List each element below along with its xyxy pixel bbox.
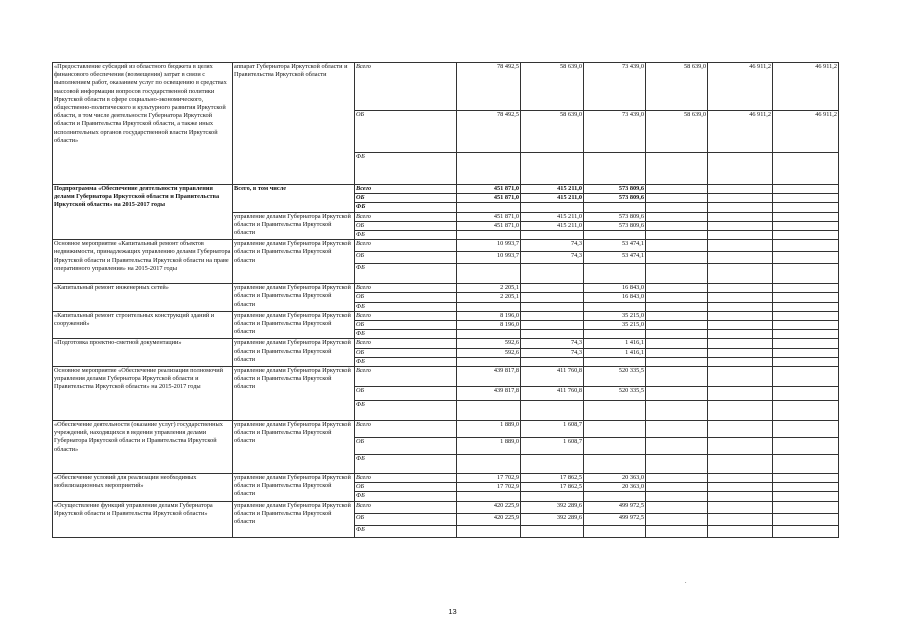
value-cell [646, 311, 708, 320]
value-cell [708, 252, 773, 264]
value-cell: 46 911,2 [773, 111, 839, 153]
value-cell: 46 911,2 [708, 111, 773, 153]
value-cell [646, 401, 708, 421]
value-cell [521, 357, 584, 366]
event-name-cell: «Обеспечение условий для реализации необходимых мобилизационных мероприятий» [53, 474, 233, 502]
value-cell: 73 439,0 [584, 111, 646, 153]
value-cell: 1 889,0 [457, 438, 521, 455]
budget-table [52, 62, 839, 538]
executor-cell: управление делами Губернатора Иркутской области и Правительства Иркутской области [233, 421, 355, 474]
value-cell: 573 809,6 [584, 221, 646, 230]
value-cell: 74,3 [521, 348, 584, 357]
source-cell: Всего [355, 501, 457, 513]
value-cell [773, 455, 839, 474]
value-cell [457, 330, 521, 339]
value-cell: 58 639,0 [646, 63, 708, 111]
value-cell [773, 194, 839, 203]
value-cell: 1 608,7 [521, 421, 584, 438]
value-cell: 2 205,1 [457, 284, 521, 293]
stray-mark: . [685, 579, 687, 585]
source-cell: ФБ [355, 231, 457, 240]
value-cell [646, 387, 708, 401]
value-cell [646, 212, 708, 221]
value-cell [708, 231, 773, 240]
executor-cell: управление делами Губернатора Иркутской области и Правительства Иркутской области [233, 501, 355, 537]
value-cell [646, 492, 708, 501]
source-cell: ОБ [355, 387, 457, 401]
value-cell [646, 264, 708, 284]
value-cell: 592,6 [457, 339, 521, 348]
value-cell [584, 401, 646, 421]
value-cell: 439 817,8 [457, 387, 521, 401]
table-row [53, 339, 839, 348]
value-cell [646, 293, 708, 302]
source-cell: ФБ [355, 492, 457, 501]
value-cell: 2 205,1 [457, 293, 521, 302]
value-cell [773, 401, 839, 421]
value-cell: 8 196,0 [457, 311, 521, 320]
value-cell [773, 367, 839, 387]
value-cell [521, 302, 584, 311]
value-cell [584, 330, 646, 339]
value-cell [521, 311, 584, 320]
value-cell [708, 492, 773, 501]
value-cell [457, 203, 521, 212]
value-cell [708, 401, 773, 421]
value-cell [773, 330, 839, 339]
value-cell: 58 639,0 [646, 111, 708, 153]
value-cell [646, 474, 708, 483]
value-cell: 17 862,5 [521, 483, 584, 492]
value-cell [584, 438, 646, 455]
value-cell [521, 321, 584, 330]
value-cell: 573 809,6 [584, 185, 646, 194]
source-cell: ФБ [355, 455, 457, 474]
value-cell [708, 348, 773, 357]
event-name-cell: «Обеспечение деятельности (оказание услуг) государственных учреждений, находящихся в ведении управления делами Губернатора Иркутской области и Правительства Иркутской области» [53, 421, 233, 474]
value-cell: 415 211,0 [521, 212, 584, 221]
table-row [53, 501, 839, 513]
value-cell: 592,6 [457, 348, 521, 357]
value-cell [773, 421, 839, 438]
value-cell [646, 221, 708, 230]
value-cell: 78 492,5 [457, 111, 521, 153]
value-cell [708, 474, 773, 483]
value-cell [708, 264, 773, 284]
value-cell: 53 474,1 [584, 252, 646, 264]
value-cell [646, 284, 708, 293]
value-cell [646, 321, 708, 330]
executor-cell: управление делами Губернатора Иркутской области и Правительства Иркутской области [233, 240, 355, 284]
source-cell: ОБ [355, 252, 457, 264]
value-cell [584, 525, 646, 537]
value-cell [708, 321, 773, 330]
value-cell: 420 225,9 [457, 513, 521, 525]
value-cell: 1 608,7 [521, 438, 584, 455]
table-row [53, 240, 839, 252]
value-cell [708, 339, 773, 348]
value-cell: 74,3 [521, 252, 584, 264]
source-cell: Всего [355, 212, 457, 221]
value-cell [521, 401, 584, 421]
source-cell: Всего [355, 367, 457, 387]
value-cell [584, 302, 646, 311]
value-cell: 35 215,0 [584, 311, 646, 320]
value-cell: 1 416,1 [584, 348, 646, 357]
value-cell [521, 330, 584, 339]
value-cell: 520 335,5 [584, 387, 646, 401]
source-cell: ФБ [355, 203, 457, 212]
value-cell [773, 339, 839, 348]
table-row [53, 185, 839, 194]
value-cell [773, 284, 839, 293]
value-cell [646, 330, 708, 339]
value-cell [773, 387, 839, 401]
value-cell [646, 455, 708, 474]
value-cell: 420 225,9 [457, 501, 521, 513]
table-row [53, 474, 839, 483]
value-cell: 415 211,0 [521, 221, 584, 230]
value-cell [521, 492, 584, 501]
value-cell: 53 474,1 [584, 240, 646, 252]
value-cell: 415 211,0 [521, 194, 584, 203]
value-cell [646, 438, 708, 455]
value-cell [584, 203, 646, 212]
value-cell: 411 760,8 [521, 367, 584, 387]
value-cell: 392 289,6 [521, 513, 584, 525]
value-cell [646, 357, 708, 366]
value-cell [646, 525, 708, 537]
value-cell: 411 760,8 [521, 387, 584, 401]
value-cell [708, 212, 773, 221]
value-cell [521, 231, 584, 240]
source-cell: ФБ [355, 401, 457, 421]
value-cell [773, 525, 839, 537]
value-cell [457, 492, 521, 501]
value-cell: 58 639,0 [521, 111, 584, 153]
source-cell: Всего [355, 311, 457, 320]
source-cell: Всего [355, 185, 457, 194]
value-cell: 8 196,0 [457, 321, 521, 330]
value-cell [773, 321, 839, 330]
value-cell: 16 843,0 [584, 284, 646, 293]
value-cell [773, 501, 839, 513]
value-cell: 10 993,7 [457, 252, 521, 264]
source-cell: ОБ [355, 438, 457, 455]
value-cell [646, 483, 708, 492]
source-cell: ОБ [355, 221, 457, 230]
value-cell: 451 871,0 [457, 185, 521, 194]
value-cell [521, 264, 584, 284]
value-cell [584, 264, 646, 284]
value-cell: 520 335,5 [584, 367, 646, 387]
value-cell: 415 211,0 [521, 185, 584, 194]
value-cell [521, 153, 584, 185]
source-cell: ОБ [355, 513, 457, 525]
source-cell: ОБ [355, 194, 457, 203]
event-name-cell: Основное мероприятие «Капитальный ремонт объектов недвижимости, принадлежащих управлению делами Губернатора Иркутской области и Правительства Иркутской области на праве оперативного управления» на 2015-2017 годы [53, 240, 233, 284]
value-cell [708, 387, 773, 401]
value-cell [521, 293, 584, 302]
value-cell: 46 911,2 [773, 63, 839, 111]
source-cell: Всего [355, 474, 457, 483]
value-cell [708, 240, 773, 252]
value-cell [646, 501, 708, 513]
value-cell [773, 474, 839, 483]
value-cell [773, 438, 839, 455]
value-cell: 46 911,2 [708, 63, 773, 111]
value-cell [773, 252, 839, 264]
value-cell: 73 439,0 [584, 63, 646, 111]
value-cell [646, 194, 708, 203]
source-cell: ФБ [355, 302, 457, 311]
value-cell [708, 302, 773, 311]
value-cell: 74,3 [521, 240, 584, 252]
value-cell [773, 483, 839, 492]
value-cell [773, 311, 839, 320]
value-cell [521, 455, 584, 474]
source-cell: Всего [355, 240, 457, 252]
table-row [53, 311, 839, 320]
source-cell: ОБ [355, 348, 457, 357]
value-cell [773, 302, 839, 311]
value-cell: 78 492,5 [457, 63, 521, 111]
value-cell [646, 240, 708, 252]
table-row [53, 284, 839, 293]
value-cell [457, 231, 521, 240]
table-row [53, 367, 839, 387]
value-cell [584, 357, 646, 366]
value-cell [646, 339, 708, 348]
value-cell [521, 525, 584, 537]
source-cell: Всего [355, 339, 457, 348]
executor-cell: управление делами Губернатора Иркутской области и Правительства Иркутской области [233, 339, 355, 367]
value-cell [708, 455, 773, 474]
value-cell [708, 501, 773, 513]
source-cell: ФБ [355, 264, 457, 284]
source-cell: Всего [355, 63, 457, 111]
source-cell: ФБ [355, 525, 457, 537]
value-cell: 573 809,6 [584, 212, 646, 221]
value-cell: 17 702,9 [457, 483, 521, 492]
value-cell [708, 293, 773, 302]
value-cell: 20 363,0 [584, 483, 646, 492]
value-cell: 17 862,5 [521, 474, 584, 483]
executor-cell: управление делами Губернатора Иркутской области и Правительства Иркутской области [233, 284, 355, 312]
executor-cell: аппарат Губернатора Иркутской области и Правительства Иркутской области [233, 63, 355, 185]
value-cell: 1 416,1 [584, 339, 646, 348]
value-cell: 451 871,0 [457, 212, 521, 221]
source-cell: ОБ [355, 321, 457, 330]
event-name-cell: «Предоставление субсидий из областного бюджета в целях финансового обеспечения (возмещения) затрат в связи с выполнением работ, оказанием услуг по освещению в средствах массовой информации вопросов государственной политики Иркутской области в сфере социально-экономического, общественно-политического и культурного развития Иркутской области, в том числе деятельности Губернатора Иркутской области и Правительства Иркутской области, а также иных исполнительных органов государственной власти Иркутской области» [53, 63, 233, 185]
value-cell: 573 809,6 [584, 194, 646, 203]
value-cell: 499 972,5 [584, 501, 646, 513]
event-name-cell: «Осуществление функций управления делами Губернатора Иркутской области и Правительства Иркутской области» [53, 501, 233, 537]
value-cell [646, 231, 708, 240]
value-cell: 499 972,5 [584, 513, 646, 525]
table-row [53, 421, 839, 438]
value-cell: 392 289,6 [521, 501, 584, 513]
source-cell: Всего [355, 284, 457, 293]
subprogram-name-cell: Подпрограмма «Обеспечение деятельности управления делами Губернатора Иркутской области и Правительства Иркутской области» на 2015-2017 годы [53, 185, 233, 240]
event-name-cell: «Капитальный ремонт инженерных сетей» [53, 284, 233, 312]
event-name-cell: «Капитальный ремонт строительных конструкций зданий и сооружений» [53, 311, 233, 339]
event-name-cell: «Подготовка проектно-сметной документации» [53, 339, 233, 367]
event-name-cell: Основное мероприятие «Обеспечение реализации полномочий управления делами Губернатора Иркутской области и Правительства Иркутской области» на 2015-2017 годы [53, 367, 233, 421]
value-cell [773, 231, 839, 240]
value-cell [584, 492, 646, 501]
executor-cell: управление делами Губернатора Иркутской области и Правительства Иркутской области [233, 367, 355, 421]
value-cell [708, 367, 773, 387]
executor-cell: управление делами Губернатора Иркутской области и Правительства Иркутской области [233, 212, 355, 240]
value-cell [773, 203, 839, 212]
value-cell [584, 153, 646, 185]
source-cell: ФБ [355, 357, 457, 366]
value-cell [708, 330, 773, 339]
value-cell [584, 455, 646, 474]
value-cell: 439 817,8 [457, 367, 521, 387]
value-cell [708, 311, 773, 320]
value-cell [708, 284, 773, 293]
value-cell [708, 194, 773, 203]
value-cell [457, 264, 521, 284]
value-cell [646, 513, 708, 525]
value-cell [708, 357, 773, 366]
value-cell: 58 639,0 [521, 63, 584, 111]
value-cell [708, 203, 773, 212]
value-cell [708, 525, 773, 537]
executor-total-cell: Всего, в том числе [233, 185, 355, 213]
value-cell: 20 363,0 [584, 474, 646, 483]
value-cell [521, 284, 584, 293]
value-cell [708, 513, 773, 525]
executor-cell: управление делами Губернатора Иркутской области и Правительства Иркутской области [233, 474, 355, 502]
value-cell: 74,3 [521, 339, 584, 348]
value-cell: 16 843,0 [584, 293, 646, 302]
value-cell [646, 252, 708, 264]
table-row [53, 63, 839, 111]
value-cell: 451 871,0 [457, 221, 521, 230]
value-cell [773, 293, 839, 302]
value-cell [646, 348, 708, 357]
source-cell: Всего [355, 421, 457, 438]
value-cell [773, 212, 839, 221]
value-cell [708, 153, 773, 185]
document-sheet [52, 62, 838, 538]
value-cell [584, 231, 646, 240]
value-cell [646, 421, 708, 438]
source-cell: ОБ [355, 293, 457, 302]
value-cell [708, 221, 773, 230]
value-cell [646, 185, 708, 194]
value-cell [773, 357, 839, 366]
value-cell [708, 421, 773, 438]
value-cell [457, 525, 521, 537]
value-cell [646, 203, 708, 212]
value-cell: 10 993,7 [457, 240, 521, 252]
value-cell: 1 889,0 [457, 421, 521, 438]
value-cell [708, 483, 773, 492]
executor-cell: управление делами Губернатора Иркутской области и Правительства Иркутской области [233, 311, 355, 339]
value-cell [646, 153, 708, 185]
value-cell [457, 455, 521, 474]
source-cell: ОБ [355, 483, 457, 492]
value-cell [773, 348, 839, 357]
source-cell: ОБ [355, 111, 457, 153]
value-cell: 35 215,0 [584, 321, 646, 330]
value-cell [521, 203, 584, 212]
value-cell [773, 185, 839, 194]
value-cell [773, 221, 839, 230]
value-cell [773, 513, 839, 525]
value-cell [457, 302, 521, 311]
source-cell: ФБ [355, 330, 457, 339]
value-cell [584, 421, 646, 438]
value-cell [457, 153, 521, 185]
value-cell [646, 367, 708, 387]
page-number: 13 [448, 607, 457, 616]
value-cell [773, 264, 839, 284]
value-cell [457, 401, 521, 421]
value-cell [646, 302, 708, 311]
value-cell: 451 871,0 [457, 194, 521, 203]
value-cell [708, 438, 773, 455]
value-cell [773, 153, 839, 185]
value-cell [773, 240, 839, 252]
value-cell [708, 185, 773, 194]
value-cell [457, 357, 521, 366]
source-cell: ФБ [355, 153, 457, 185]
value-cell [773, 492, 839, 501]
value-cell: 17 702,9 [457, 474, 521, 483]
